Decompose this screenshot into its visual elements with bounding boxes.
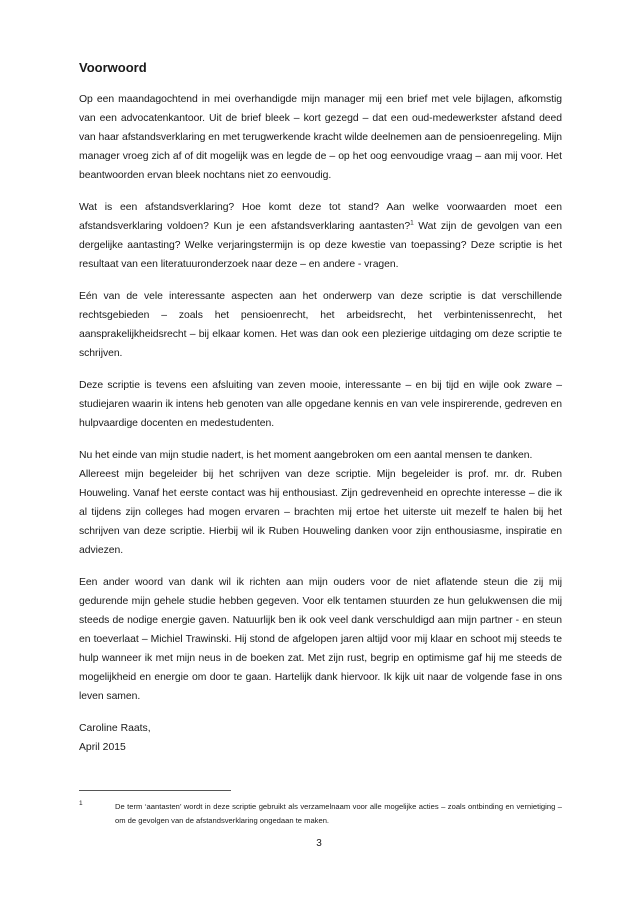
- paragraph-3: Eén van de vele interessante aspecten aan het onderwerp van deze scriptie is dat verschillende rechtsgebieden – zoals het pensioenrecht, het arbeidsrecht, het verbintenissenrecht, het aansprakelijkheidsrecht – bij elkaar komen. Het was dan ook een plezierige uitdaging om deze scriptie te schrijven.: [79, 291, 562, 359]
- footnote-reference[interactable]: 1: [410, 219, 414, 227]
- footnote: [79, 800, 562, 828]
- paragraph-5: Allereest mijn begeleider bij het schrijven van deze scriptie. Mijn begeleider is prof. mr. dr. Ruben Houweling. Vanaf het eerste contact was hij enthousiast. Zijn gedrevenheid en oprechte interesse – die ik al tijdens zijn colleges had mogen ervaren – brachten mij ertoe het uiterste uit mezelf te halen bij het schrijven van deze scriptie. Hierbij wil ik Ruben Houweling danken voor zijn enthousiasme, inspiratie en adviezen.: [79, 469, 562, 556]
- footnote-divider: [79, 790, 231, 791]
- paragraph-1: Op een maandagochtend in mei overhandigde mijn manager mij een brief met vele bijlagen, afkomstig van een advocatenkantoor. Uit de brief bleek – kort gezegd – dat een oud-medewerkster afstand deed van haar afstandsverklaring en met terugwerkende kracht wilde deelnemen aan de pensioenregeling. Mijn manager vroeg zich af of dit mogelijk was en legde de – op het oog eenvoudige vraag – aan mij voor. Het beantwoorden ervan bleek nochtans niet zo eenvoudig.: [79, 94, 562, 181]
- paragraph-4: Deze scriptie is tevens een afsluiting van zeven mooie, interessante – en bij tijd en wijle ook zware – studiejaren waarin ik intens heb genoten van alle opgedane kennis en van vele inspirerende, gedreven en hulpvaardige docenten en medestudenten.: [79, 380, 562, 429]
- signature-date: April 2015: [79, 742, 126, 753]
- paragraph-5-line-1: Nu het einde van mijn studie nadert, is het moment aangebroken om een aantal mensen te danken.: [79, 450, 533, 461]
- page-content: [79, 60, 562, 757]
- page-number: 3: [316, 838, 322, 849]
- footnote-text: De term ‘aantasten’ wordt in deze scriptie gebruikt als verzamelnaam voor alle mogelijke acties – zoals ontbinding en vernietiging – om de gevolgen van de afstandsverklaring ongedaan te maken.: [115, 802, 562, 825]
- signature-name: Caroline Raats,: [79, 723, 151, 734]
- footnote-number: 1: [79, 800, 83, 807]
- paragraph-2-part-b: Wat zijn de gevolgen van een dergelijke aantasting? Welke verjaringstermijn is op deze kwestie van toepassing? Deze scriptie is het resultaat van een literatuuronderzoek naar deze – en andere - vragen.: [79, 221, 562, 270]
- page-title: Voorwoord: [79, 60, 147, 75]
- paragraph-2-part-a: Wat is een afstandsverklaring? Hoe komt deze tot stand? Aan welke voorwaarden moet een afstandsverklaring voldoen? Kun je een afstandsverklaring aantasten?: [79, 202, 562, 232]
- paragraph-6: Een ander woord van dank wil ik richten aan mijn ouders voor de niet aflatende steun die zij mij gedurende mijn gehele studie hebben gegeven. Voor elk tentamen stuurden ze hun gelukwensen die mij steeds de nodige energie gaven. Natuurlijk ben ik ook veel dank verschuldigd aan mijn partner - en steun en toeverlaat – Michiel Trawinski. Hij stond de afgelopen jaren altijd voor mij klaar en schoot mij steeds te hulp wanneer ik met mijn neus in de boeken zat. Met zijn rust, begrip en optimisme gaf hij me steeds de mogelijkheid en energie om door te gaan. Hartelijk dank hiervoor. Ik kijk uit naar de volgende fase in ons leven samen.: [79, 577, 562, 702]
- paragraph-2: [79, 198, 562, 274]
